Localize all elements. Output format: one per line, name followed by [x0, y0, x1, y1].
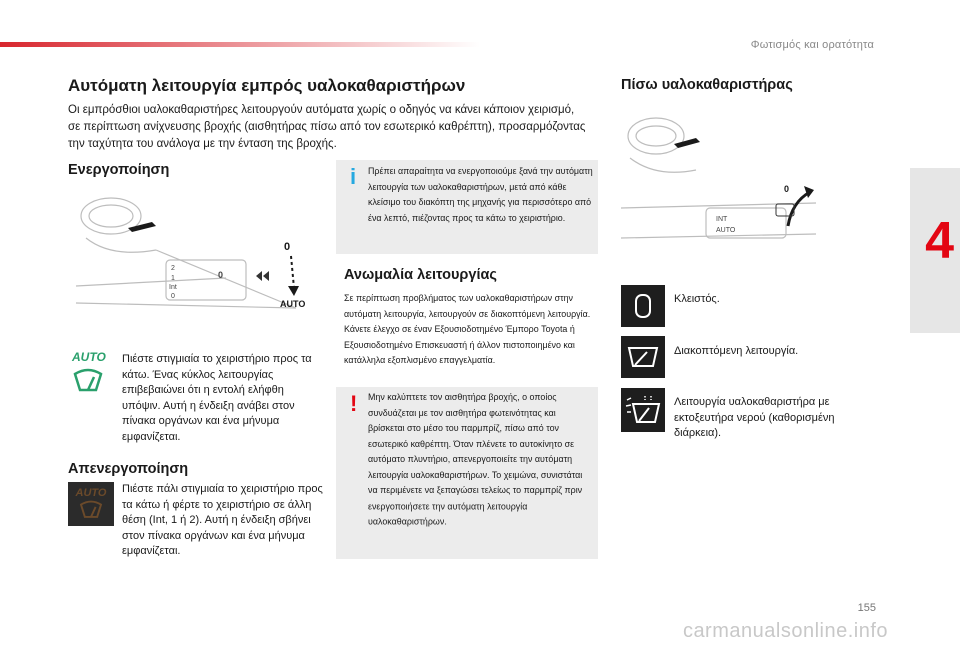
section-title: Φωτισμός και ορατότητα	[750, 39, 874, 51]
info-icon: i	[350, 164, 357, 189]
rear-wiper-intermittent-icon	[621, 336, 665, 378]
stalk-label-1: 1	[171, 275, 175, 282]
rear-mode-intermittent-label: Διακοπτόμενη λειτουργία.	[674, 345, 799, 357]
rear-wiper-stalk-illustration	[616, 108, 826, 268]
rear-stalk-label-auto: AUTO	[716, 227, 736, 234]
watermark: carmanualsonline.info	[682, 620, 888, 642]
auto-indicator-off-label: AUTO	[75, 487, 107, 499]
stalk-label-int: Int	[169, 284, 177, 291]
header-accent-bar	[0, 42, 480, 47]
rear-wiper-heading: Πίσω υαλοκαθαριστήρας	[621, 77, 793, 93]
stalk-ring-0: 0	[218, 270, 224, 280]
info-text: Πρέπει απαραίτητα να ενεργοποιούμε ξανά την αυτόματη λειτουργία των υαλοκαθαριστήρων, μετά από κάθε κλείσιμο του διακόπτη της μηχανής για περισσότερο από ένα λεπτό, πιέζοντας προς τα κάτω το χειριστήριο.	[368, 166, 593, 224]
warning-box	[336, 387, 598, 559]
windscreen-wiper-icon	[72, 368, 104, 394]
auto-indicator-label: AUTO	[72, 350, 106, 364]
rear-mode-off-tile	[621, 285, 665, 327]
deactivation-instructions: Πιέστε πάλι στιγμιαία το χειριστήριο προς τα κάτω ή φέρτε το χειριστήριο σε άλλη θέση (Int, 1 ή 2). Αυτή η ένδειξη σβήνει στον πίνακα οργάνων και ένα μήνυμα εμφανίζεται.	[122, 483, 323, 557]
rear-wiper-off-icon	[621, 285, 665, 327]
rear-mode-washer-tile	[621, 388, 665, 432]
stalk-auto-label: AUTO	[280, 299, 306, 309]
rear-wiper-washer-icon	[621, 388, 665, 432]
auto-wiper-indicator-off	[68, 482, 114, 526]
stalk-zero-label: 0	[284, 241, 291, 253]
stalk-label-0: 0	[171, 293, 175, 300]
rear-stalk-zero-label: 0	[784, 184, 790, 194]
warning-text: Μην καλύπτετε τον αισθητήρα βροχής, ο οποίος συνδυάζεται με τον αισθητήρα φωτεινότητας και βρίσκεται στο μέσο του παρμπρίζ, πίσω από τον εσωτερικό καθρέπτη. Όταν πλένετε το αυτοκίνητο σε αυτόματο πλυντήριο, απενεργοποιείτε την αυτόματη λειτουργία υαλοκαθαριστήρων. Το χειμώνα, συνιστάται να περιμένετε να ξεπαγώσει τελείως το παρμπρίζ πριν ενεργοποιήσετε την αυτόματη λειτουργία υαλοκαθαριστήρων.	[368, 392, 583, 528]
info-box	[336, 160, 598, 254]
intro-paragraph: Οι εμπρόσθιοι υαλοκαθαριστήρες λειτουργούν αυτόματα χωρίς ο οδηγός να κάνει κάποιον χειρισμό, σε περίπτωση ανίχνευσης βροχής (αισθητήρας πίσω από τον εσωτερικό καθρέπτη), προσαρμόζοντας την ταχύτητα του ανάλογα με την ένταση της βροχής.	[68, 104, 586, 150]
chapter-number: 4	[925, 212, 954, 270]
deactivation-heading: Απενεργοποίηση	[68, 461, 189, 477]
activation-instructions: Πιέστε στιγμιαία το χειριστήριο προς τα κάτω. Ένας κύκλος λειτουργίας επιβεβαιώνει ότι η εντολή ελήφθη υπόψιν. Αυτή η ένδειξη ανάβει στον πίνακα οργάνων και ένα μήνυμα εμφανίζεται.	[122, 353, 312, 443]
windscreen-wiper-off-icon	[77, 500, 105, 520]
malfunction-heading: Ανωμαλία λειτουργίας	[344, 267, 497, 283]
activation-heading: Ενεργοποίηση	[68, 162, 170, 178]
rear-mode-washer-label: Λειτουργία υαλοκαθαριστήρα με εκτοξευτήρα νερού (καθορισμένη διάρκεια).	[674, 396, 835, 439]
rear-mode-intermittent-tile	[621, 336, 665, 378]
front-wiper-stalk-illustration	[66, 188, 316, 328]
stalk-label-2: 2	[171, 265, 175, 272]
rear-stalk-label-int: INT	[716, 216, 728, 223]
malfunction-text: Σε περίπτωση προβλήματος των υαλοκαθαριστήρων στην αυτόματη λειτουργία, λειτουργούν σε διακοπτόμενη λειτουργία. Κάνετε έλεγχο σε έναν Εξουσιοδοτημένο Έμπορο Toyota ή Εξουσιοδοτημένο Επισκευαστή ή άλλον πιστοποιημένο και κατάλληλα εξοπλισμένο επαγγελματία.	[344, 293, 591, 366]
warning-icon: !	[350, 391, 358, 416]
auto-wiper-indicator	[72, 350, 112, 398]
page-title: Αυτόματη λειτουργία εμπρός υαλοκαθαριστήρων	[68, 76, 466, 95]
rear-mode-off-label: Κλειστός.	[674, 293, 720, 305]
page-number: 155	[857, 602, 876, 614]
